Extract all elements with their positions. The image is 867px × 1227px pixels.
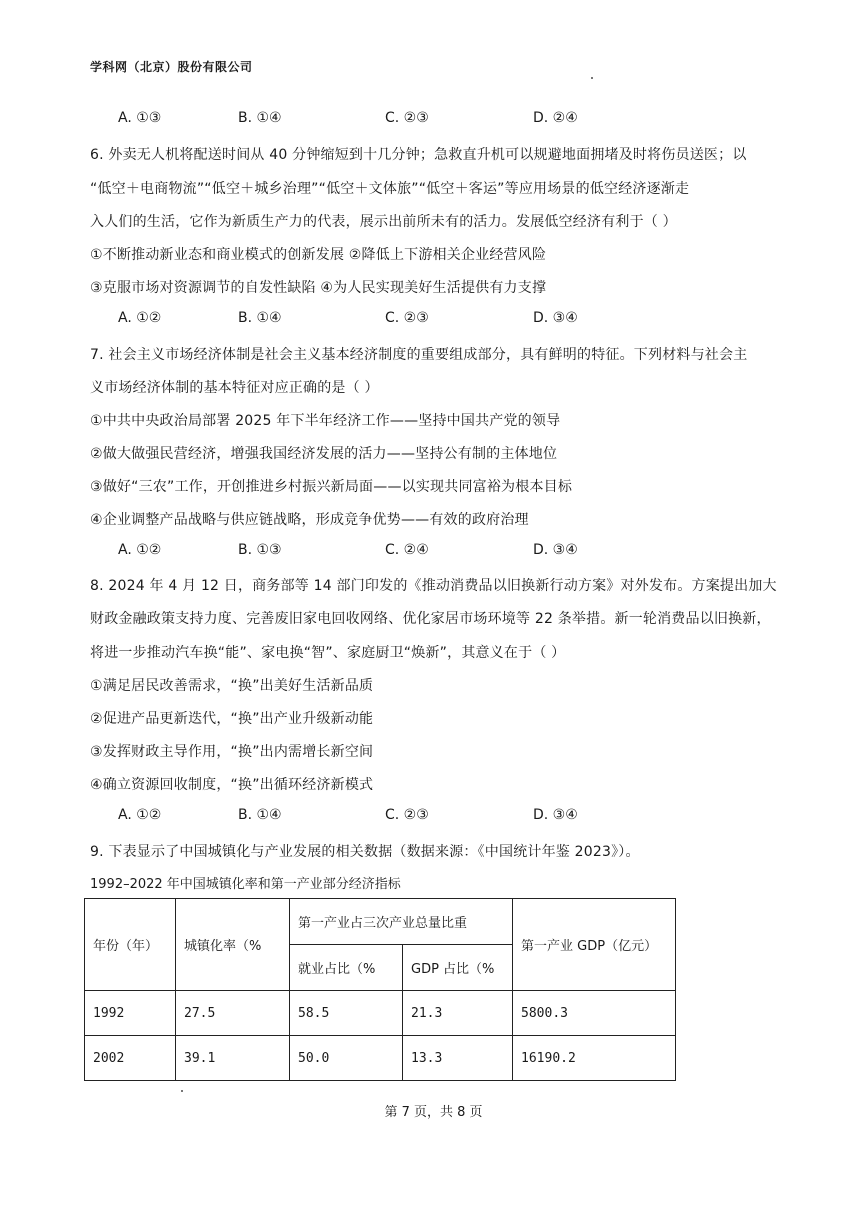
option-d: D. ②④ [533,110,578,126]
header-primary-share-group: 第一产业占三次产业总量比重 [290,899,513,945]
option-d: D. ③④ [533,310,578,326]
question-8-options [118,807,638,827]
option-a: A. ①② [118,542,162,558]
question-7-statement: ②做大做强民营经济，增强我国经济发展的活力——坚持公有制的主体地位 [90,446,558,462]
question-8-statement: ④确立资源回收制度，“换”出循环经济新模式 [90,777,374,793]
option-c: C. ②③ [385,110,429,126]
question-6-stem-line: 入人们的生活，它作为新质生产力的代表，展示出前所未有的活力。发展低空经济有利于（ ） [90,214,677,230]
cell-gdp-share: 21.3 [403,991,513,1036]
question-8-statement: ②促进产品更新迭代，“换”出产业升级新动能 [90,711,374,727]
page-header-company: 学科网（北京）股份有限公司 [90,60,253,74]
header-year: 年份（年） [85,899,176,991]
question-7-statement: ①中共中央政治局部署 2025 年下半年经济工作——坚持中国共产党的领导 [90,413,561,429]
question-7-stem-line: 义市场经济体制的基本特征对应正确的是（ ） [90,380,379,396]
question-8-stem-line: 将进一步推动汽车换“能”、家电换“智”、家庭厨卫“焕新”，其意义在于（ ） [90,645,566,661]
question-7-options [118,542,638,562]
option-d: D. ③④ [533,542,578,558]
question-8-statement: ③发挥财政主导作用，“换”出内需增长新空间 [90,744,374,760]
scan-dot [591,77,593,79]
scan-dot [181,1090,183,1092]
option-c: C. ②③ [385,310,429,326]
option-b: B. ①④ [238,110,282,126]
question-7-statement: ③做好“三农”工作，开创推进乡村振兴新局面——以实现共同富裕为根本目标 [90,479,573,495]
option-b: B. ①④ [238,807,282,823]
option-a: A. ①③ [118,110,162,126]
header-gdp-share: GDP 占比（% [403,945,513,991]
cell-urban-rate: 39.1 [176,1036,290,1081]
cell-year: 2002 [85,1036,176,1081]
cell-primary-gdp: 16190.2 [513,1036,676,1081]
urbanization-table [84,898,676,1081]
question-8-stem-line: 财政金融政策支持力度、完善废旧家电回收网络、优化家居市场环境等 22 条举措。新一轮消费品以旧换新， [90,611,771,627]
option-d: D. ③④ [533,807,578,823]
option-c: C. ②③ [385,807,429,823]
question-6-stem-line: “低空＋电商物流”“低空＋城乡治理”“低空＋文体旅”“低空＋客运”等应用场景的低空经济逐渐走 [90,181,690,197]
option-c: C. ②④ [385,542,429,558]
option-a: A. ①② [118,807,162,823]
question-7-statement: ④企业调整产品战略与供应链战略，形成竞争优势——有效的政府治理 [90,512,529,528]
question-8-stem-line: 8. 2024 年 4 月 12 日，商务部等 14 部门印发的《推动消费品以旧换新行动方案》对外发布。方案提出加大 [90,578,777,594]
table-caption: 1992–2022 年中国城镇化率和第一产业部分经济指标 [90,877,401,892]
option-a: A. ①② [118,310,162,326]
question-7-stem-line: 7. 社会主义市场经济体制是社会主义基本经济制度的重要组成部分，具有鲜明的特征。下列材料与社会主 [90,347,748,363]
question-6-stem-line: 6. 外卖无人机将配送时间从 40 分钟缩短到十几分钟；急救直升机可以规避地面拥堵及时将伤员送医；以 [90,147,747,163]
cell-primary-gdp: 5800.3 [513,991,676,1036]
cell-urban-rate: 27.5 [176,991,290,1036]
question-6-statement: ③克服市场对资源调节的自发性缺陷 ④为人民实现美好生活提供有力支撑 [90,280,547,296]
option-b: B. ①③ [238,542,282,558]
cell-employment-share: 50.0 [290,1036,403,1081]
question-9-stem: 9. 下表显示了中国城镇化与产业发展的相关数据（数据来源：《中国统计年鉴 2023》）。 [90,844,640,860]
question-8-statement: ①满足居民改善需求，“换”出美好生活新品质 [90,678,374,694]
header-urban-rate: 城镇化率（% [176,899,290,991]
header-employment-share: 就业占比（% [290,945,403,991]
table-row [85,991,676,1036]
question-6-options [118,310,638,330]
question-5-options [118,110,638,130]
question-6-statement: ①不断推动新业态和商业模式的创新发展 ②降低上下游相关企业经营风险 [90,247,547,263]
cell-employment-share: 58.5 [290,991,403,1036]
header-primary-gdp: 第一产业 GDP（亿元） [513,899,676,991]
cell-gdp-share: 13.3 [403,1036,513,1081]
page-number-footer: 第 7 页，共 8 页 [384,1105,483,1120]
cell-year: 1992 [85,991,176,1036]
table-row [85,1036,676,1081]
option-b: B. ①④ [238,310,282,326]
